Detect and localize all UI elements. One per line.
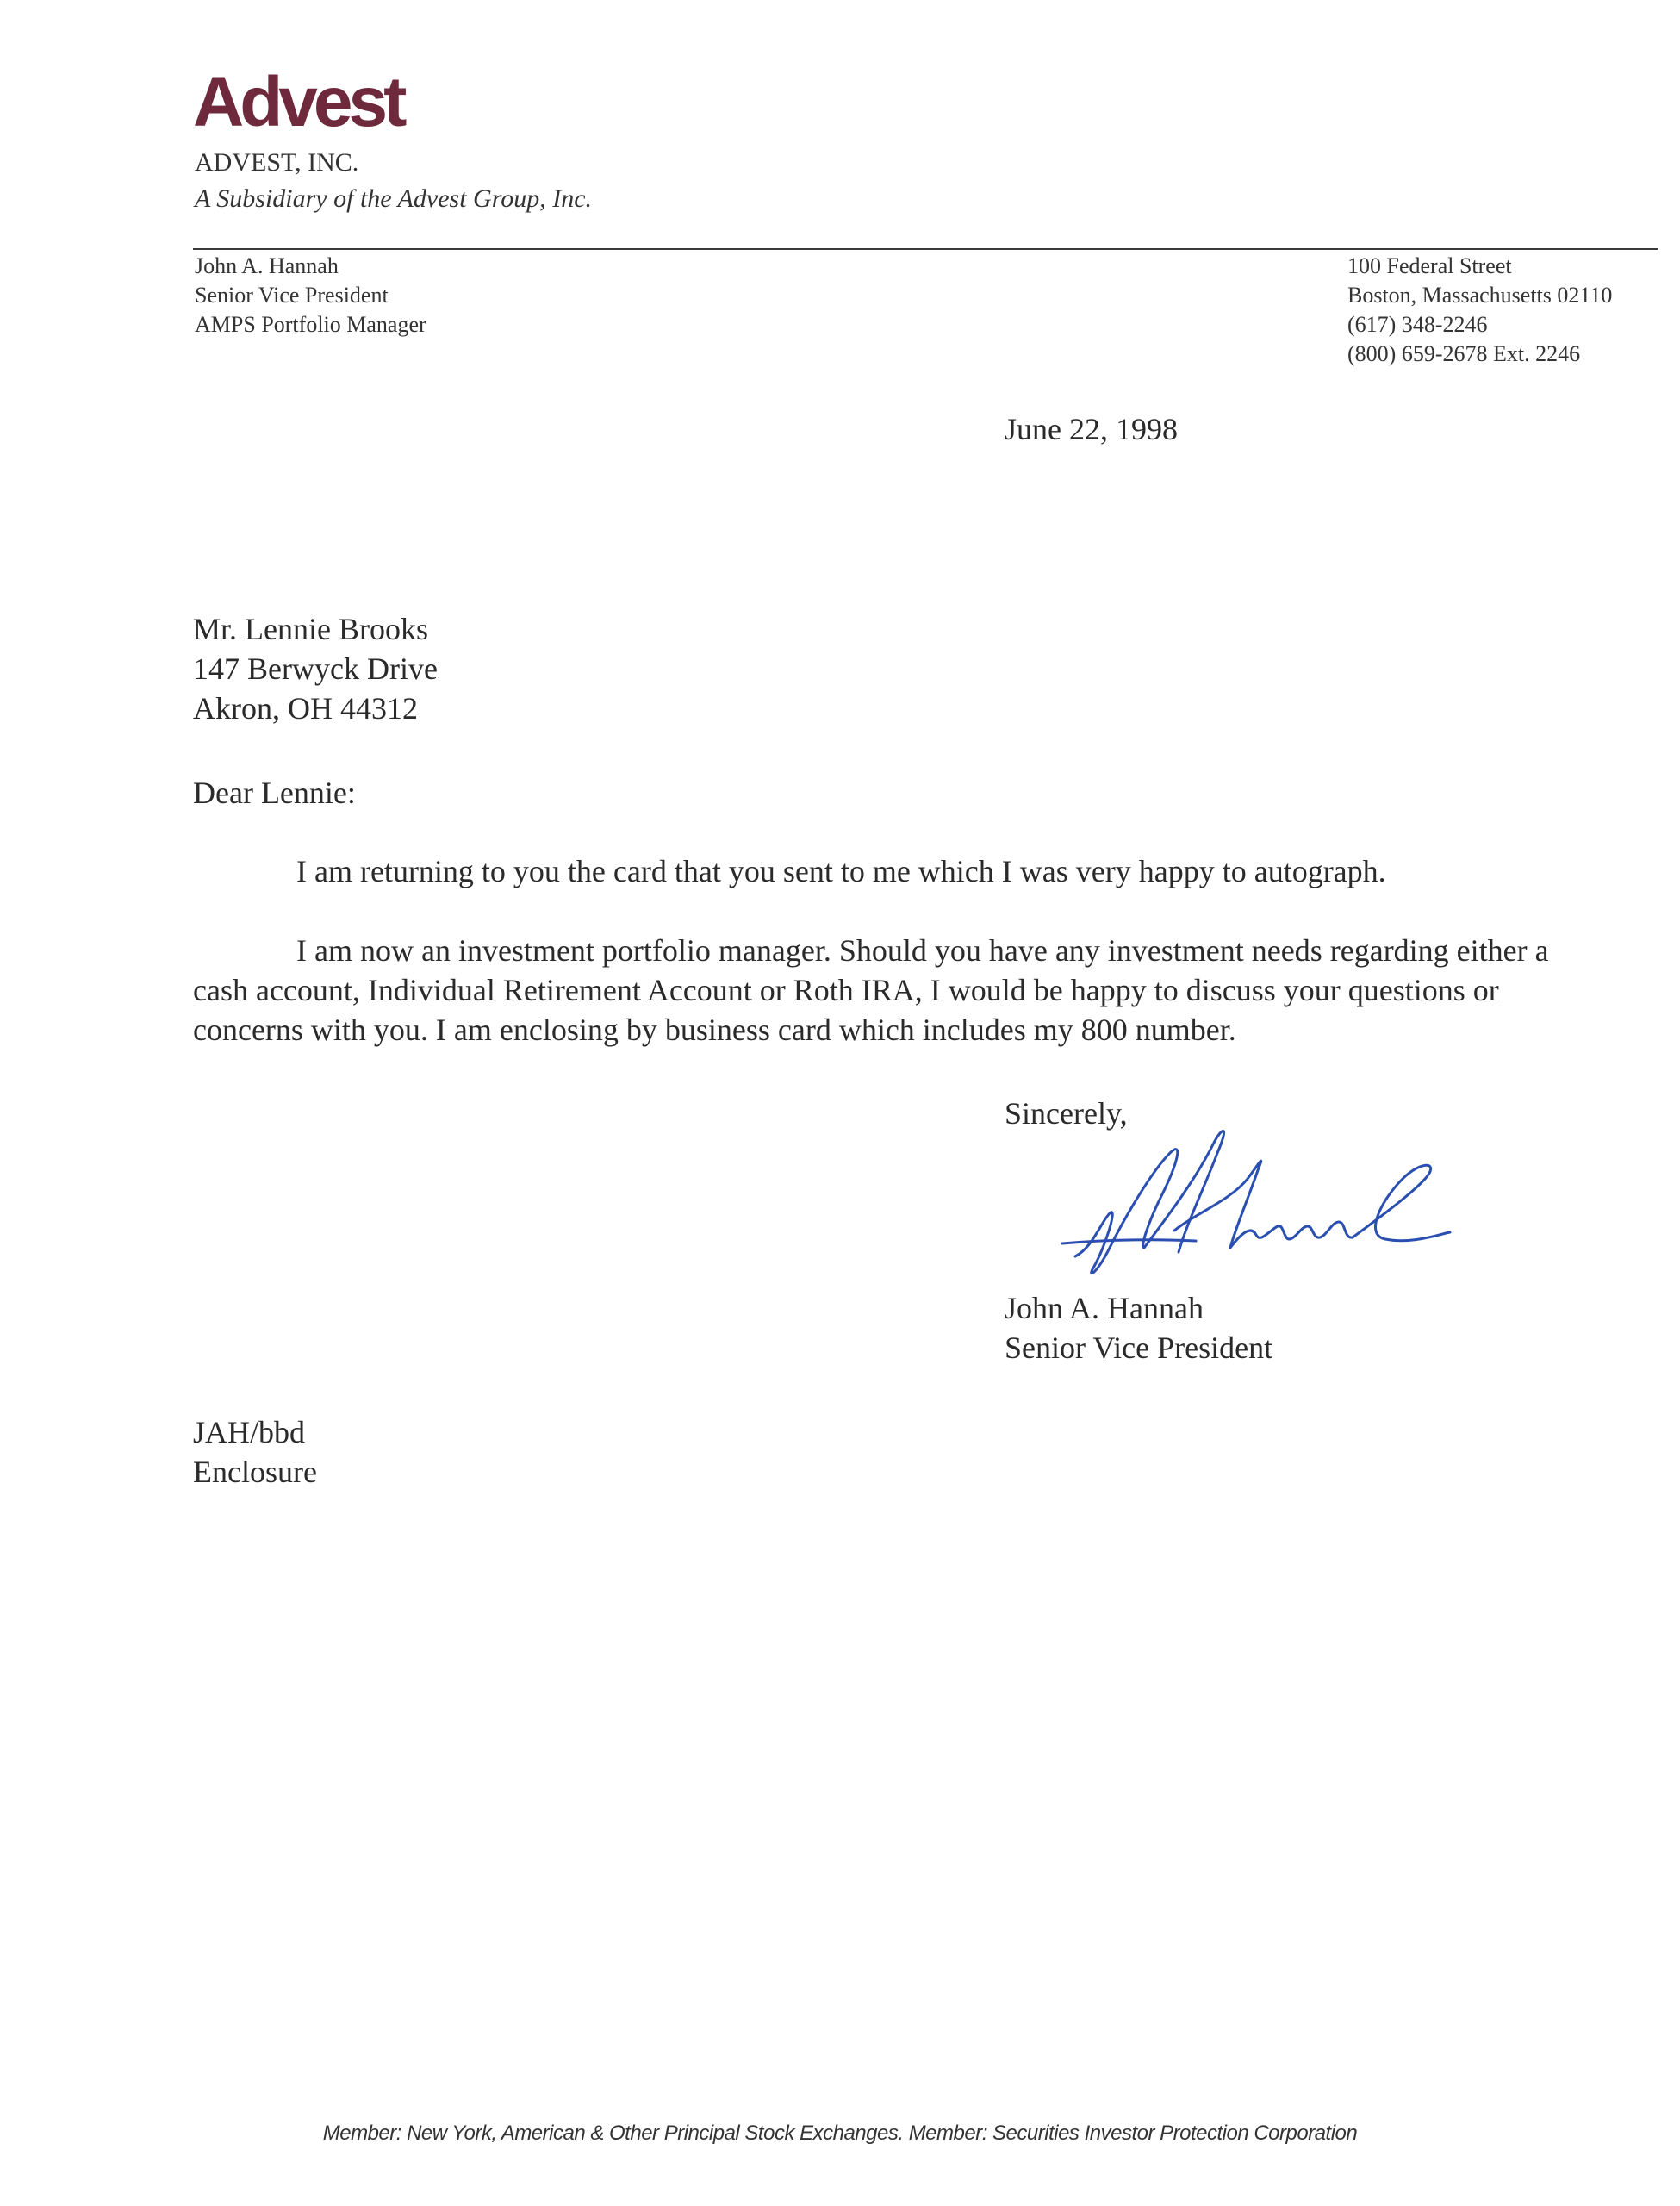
membership-footer: Member: New York, American & Other Principal Stock Exchanges. Member: Securities Investor Protection Corporation [322, 2122, 1358, 2145]
salutation: Dear Lennie: [193, 776, 356, 810]
company-name: ADVEST, INC. [195, 148, 359, 177]
letterhead-divider [193, 248, 1658, 250]
signer-name: John A. Hannah [1005, 1291, 1204, 1325]
subsidiary-line: A Subsidiary of the Advest Group, Inc. [195, 184, 593, 213]
typist-initials: JAH/bbd [193, 1415, 306, 1449]
letter-date: June 22, 1998 [1005, 412, 1178, 446]
recipient-city: Akron, OH 44312 [193, 691, 418, 726]
handwritten-signature [1058, 1119, 1463, 1291]
body-paragraph-2: I am now an investment portfolio manager. Should you have any investment needs regarding either a cash account, Individual Retirement Account or Roth IRA, I would be happy to discuss your questions or concerns with you. I am enclosing by business card which includes my 800 number. [193, 933, 1549, 1047]
sender-block [195, 252, 426, 340]
address-street: 100 Federal Street [1347, 253, 1512, 278]
closing: Sincerely, [1005, 1096, 1128, 1131]
recipient-street: 147 Berwyck Drive [193, 651, 438, 686]
address-phone: (617) 348-2246 [1347, 312, 1488, 337]
address-tollfree: (800) 659-2678 Ext. 2246 [1347, 341, 1581, 366]
body-paragraph-1: I am returning to you the card that you sent to me which I was very happy to autograph. [296, 854, 1386, 888]
recipient-name: Mr. Lennie Brooks [193, 612, 428, 646]
address-city: Boston, Massachusetts 02110 [1347, 283, 1613, 308]
address-block [1347, 252, 1612, 369]
sender-name: John A. Hannah [195, 253, 339, 278]
signer-title: Senior Vice President [1005, 1330, 1273, 1365]
sender-title: Senior Vice President [195, 283, 389, 308]
company-logo: Advest [193, 63, 403, 141]
sender-role: AMPS Portfolio Manager [195, 312, 426, 337]
enclosure-note: Enclosure [193, 1455, 317, 1489]
